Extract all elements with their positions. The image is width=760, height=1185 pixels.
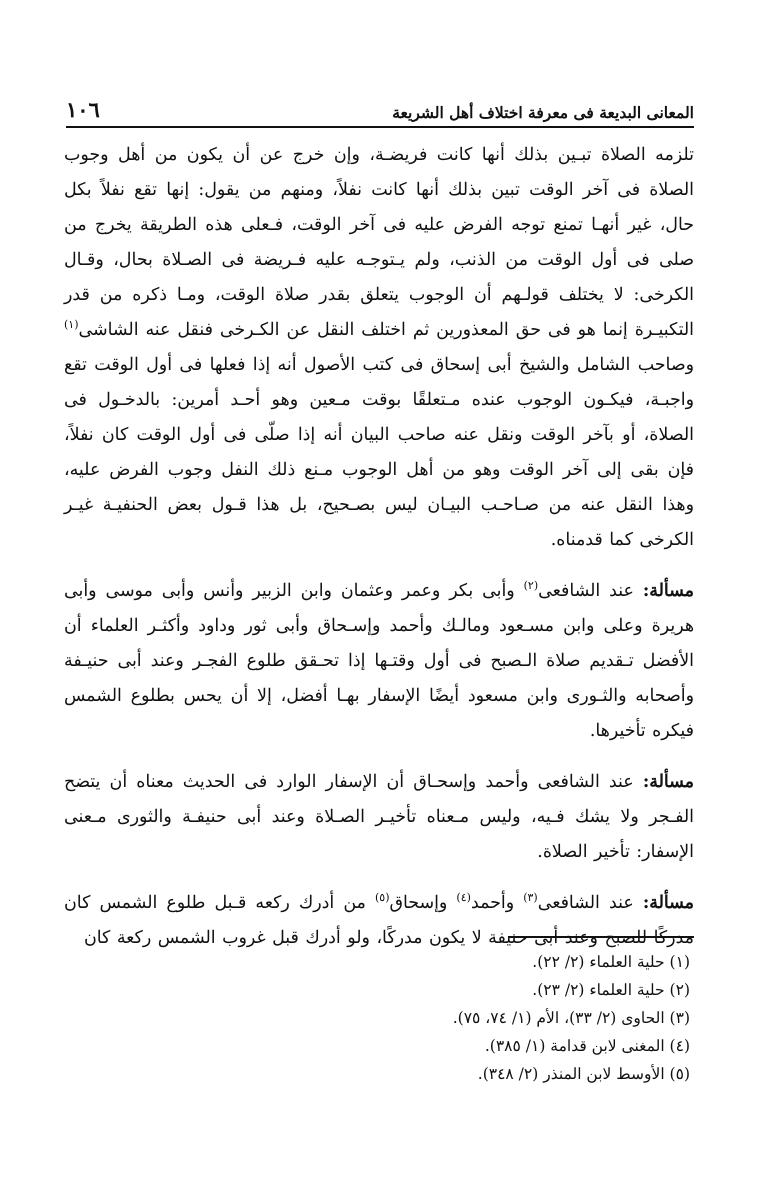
footnote-ref-3: (٣) xyxy=(523,891,538,905)
running-head xyxy=(66,88,694,128)
footnote-4: (٤) المغنى لابن قدامة (١/ ٣٨٥). xyxy=(484,1037,690,1055)
footnote-ref-5: (٥) xyxy=(374,891,390,905)
paragraph-4-text-a: عند الشافعى xyxy=(537,893,643,913)
footnote-1: (١) حلية العلماء (٢/ ٢٢). xyxy=(532,953,690,971)
paragraph-1-text-b: وصاحب الشامل والشيخ أبى إسحاق فى كتب الأصول أنه إذا فعلها فى أول الوقت تقع واجبـة، فيكـون الوجوب عنده مـتعلقًا بوقت مـعين وهو أحـد أمرين: بالدخـول فى الصلاة، أو بآخر الوقت ونقل عنه صاحب البيان أنه إذا صلّى فى أول الوقت كان نفلاً، فإن بقى إلى آخر الوقت وهو من أهل الوجوب مـنع ذلك النفل وجوب الفرض عليه، وهذا النقل عنه من صـاحـب البيـان ليس بصـحيح، بل هذا قـول بعض الحنفيـة غيـر الكرخى كما قدمناه. xyxy=(64,355,694,550)
footnote-ref-2: (٢) xyxy=(523,579,539,593)
footnote-3: (٣) الحاوى (٢/ ٣٣)، الأم (١/ ٧٤، ٧٥). xyxy=(452,1009,690,1027)
footnote-5: (٥) الأوسط لابن المنذر (٢/ ٣٤٨). xyxy=(477,1065,690,1083)
paragraph-4-text-d: من أدرك ركعه قـبل طلوع الشمس كان مدركًا للصبح وعند أبى حنيفة لا يكون مدركًا، ولو أدرك قبل غروب الشمس ركعة كان xyxy=(64,893,694,948)
body-text xyxy=(64,138,694,956)
paragraph-2 xyxy=(64,574,694,749)
paragraph-1-text-a: تلزمه الصلاة تبـين بذلك أنها كانت فريضـة، وإن خرج عن أن يكون من أهل وجوب الصلاة فى آخر الوقت تبين بذلك أنها كانت نفلاً، ومنهم من يقول: إنها تقع نفلاً بكل حال، غير أنهـا تمنع توجه الفرض عليه فى آخر الوقت، فـعلى هذه الطريقة يخرج من صلى فى أول الوقت من الذنب، ولم يـتوجـه عليه فـريضة فى الصـلاة بحال، وقـال الكرخى: لا يختلف قولـهم أن الوجوب يتعلق بقدر صلاة الوقت، ومـا ذكره من قدر التكبيـرة إنما هو فى حق المعذورين ثم اختلف النقل عن الكـرخى فنقل عنه الشاشى xyxy=(64,145,694,340)
footnotes-list xyxy=(130,948,690,1088)
footnote-ref-4: (٤) xyxy=(456,891,471,905)
footnote-2: (٢) حلية العلماء (٢/ ٢٣). xyxy=(532,981,690,999)
footnote-ref-1: (١) xyxy=(64,318,79,332)
masala-label: مسألة: xyxy=(642,893,694,913)
book-title: المعانى البديعة فى معرفة اختلاف أهل الشريعة xyxy=(392,103,694,122)
masala-label: مسألة: xyxy=(642,581,694,601)
paragraph-4 xyxy=(64,886,694,956)
paragraph-3 xyxy=(64,765,694,870)
paragraph-4-text-c: وإسحاق xyxy=(389,893,457,913)
paragraph-1 xyxy=(64,138,694,558)
paragraph-2-text-a: عند الشافعى xyxy=(538,581,643,601)
footnote-divider xyxy=(508,936,694,938)
masala-label: مسألة: xyxy=(642,772,694,792)
paragraph-2-text-b: وأبى بكر وعمر وعثمان وابن الزبير وأنس وأبى موسى وأبى هريرة وعلى وابن مسـعود ومالـك وأحمد وإسـحاق وأبى ثور وداود وأكثـر العلماء أن الأفضل تـقديم صلاة الـصبح فى أول وقتـها إذا تحـقق طلوع الفجـر وعند أبى حنيـفة وأصحابه والثـورى وابن مسعود أيضًا الإسفار بهـا أفضل، إلا أن يحس بطلوع الشمس فيكره تأخيرها. xyxy=(64,581,694,741)
page-number: ١٠٦ xyxy=(66,97,100,122)
paragraph-3-text: عند الشافعى وأحمد وإسحـاق أن الإسفار الوارد فى الحديث معناه أن يتضح الفـجر ولا يشك فـيه، وليس مـعناه تأخيـر الصـلاة وعند أبى حنيفـة والثورى مـعنى الإسفار: تأخير الصلاة. xyxy=(64,772,694,862)
paragraph-4-text-b: وأحمد xyxy=(470,893,524,913)
